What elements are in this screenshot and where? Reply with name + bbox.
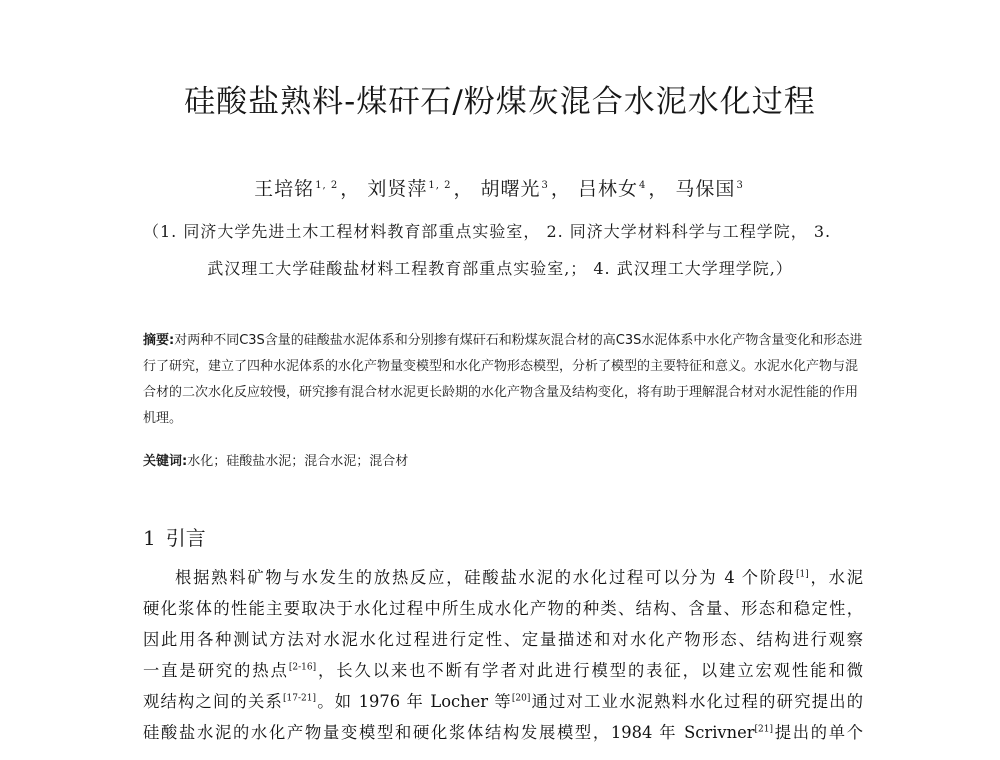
citation: [17-21] xyxy=(283,693,317,704)
affiliation-line-1: （1. 同济大学先进土木工程材料教育部重点实验室， 2. 同济大学材料科学与工程学院， 3. xyxy=(143,222,832,241)
author: 马保国$^3$ xyxy=(675,178,744,200)
author: 胡曙光$^3$ ， xyxy=(480,178,571,200)
body-line: 因此用各种测试方法对水泥水化过程进行定性、定量描述和对水化产物形态、结构进行观察 xyxy=(143,630,863,649)
author-affiliation-mark: 3 xyxy=(736,179,744,191)
citation: [2-16] xyxy=(288,662,317,673)
body-line: 一直是研究的热点[2-16]，长久以来也不断有学者对此进行模型的表征，以建立宏观性能和微 xyxy=(143,661,863,680)
author: 吕林女$^4$ ， xyxy=(577,178,669,200)
affiliation-line-2: 武汉理工大学硅酸盐材料工程教育部重点实验室,； 4. 武汉理工大学理学院,） xyxy=(207,259,793,278)
author: 王培铭$^{1, 2}$ ， xyxy=(254,178,361,200)
author: 刘贤萍$^{1, 2}$ ， xyxy=(367,178,474,200)
paper-title: 硅酸盐熟料-煤矸石/粉煤灰混合水泥水化过程 xyxy=(184,84,816,120)
section-title: 引言 xyxy=(165,526,206,550)
citation: [21] xyxy=(754,724,773,735)
author-affiliation-mark: 1, 2 xyxy=(315,179,339,191)
body-line: 观结构之间的关系[17-21]。如 1976 年 Locher 等[20]通过对工业水泥熟料水化过程的研究提出的 xyxy=(143,692,863,711)
keywords xyxy=(143,450,863,469)
body-line: 硬化浆体的性能主要取决于水化过程中所生成水化产物的种类、结构、含量、形态和稳定性， xyxy=(143,599,863,618)
abstract-text: 对两种不同C3S含量的硅酸盐水泥体系和分别掺有煤矸石和粉煤灰混合材的高C3S水泥体系中水化产物含量变化和形态进行了研究，建立了四种水泥体系的水化产物量变模型和水化产物形态模型，分析了模型的主要特征和意义。水泥水化产物与混合材的二次水化反应较慢，研究掺有混合材水泥更长龄期的水化产物含量及结构变化，将有助于理解混合材对水泥性能的作用机理。 xyxy=(143,333,863,426)
abstract xyxy=(143,328,863,432)
citation: [1] xyxy=(796,569,809,580)
citation: [20] xyxy=(511,693,531,704)
author-list xyxy=(0,174,1000,201)
keywords-text: 水化；硅酸盐水泥；混合水泥；混合材 xyxy=(187,454,409,469)
abstract-label: 摘要: xyxy=(143,333,175,348)
author-affiliation-mark: 4 xyxy=(638,179,647,191)
author-affiliation-mark: 3 xyxy=(541,179,549,191)
body-line: 硅酸盐水泥的水化产物量变模型和硬化浆体结构发展模型，1984 年 Scrivner[21]提出的单个 xyxy=(143,723,863,742)
section-heading xyxy=(143,522,206,551)
section-number: 1 xyxy=(143,526,156,550)
author-affiliation-mark: 1, 2 xyxy=(428,179,452,191)
body-line: 根据熟料矿物与水发生的放热反应，硅酸盐水泥的水化过程可以分为 4 个阶段[1]，水泥 xyxy=(175,568,863,587)
body-paragraph xyxy=(143,562,863,748)
keywords-label: 关键词: xyxy=(143,454,188,469)
